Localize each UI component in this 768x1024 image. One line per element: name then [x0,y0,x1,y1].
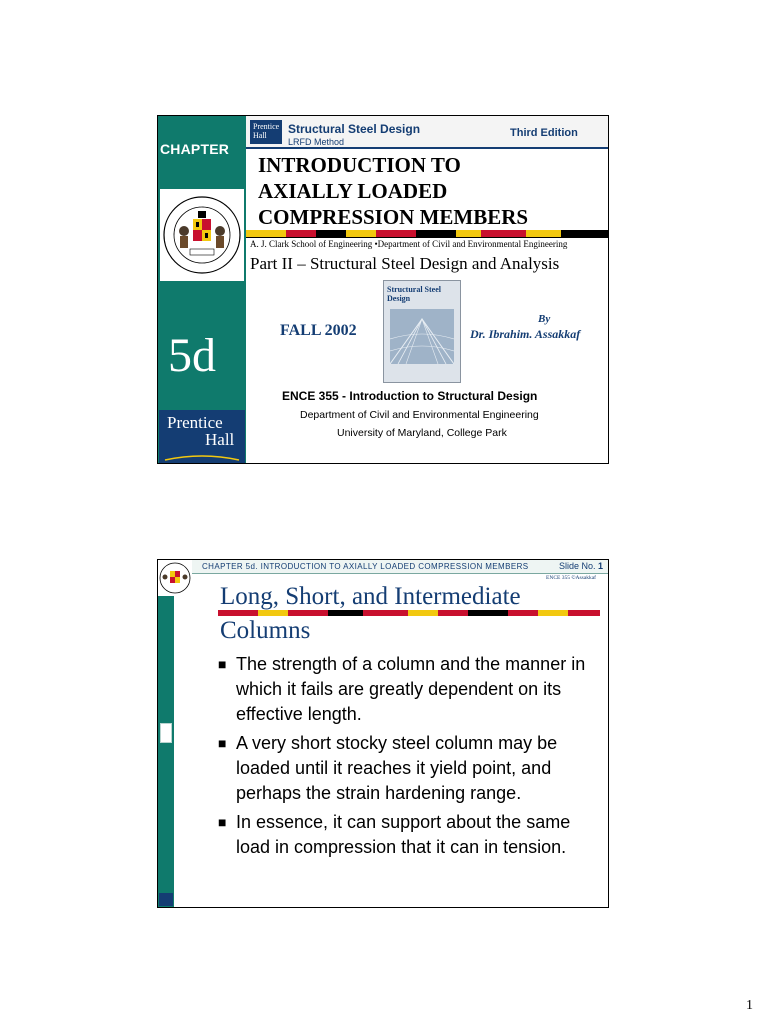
bullet-text: In essence, it can support about the same load in compression that it can in tension. [236,812,571,857]
publisher-line-2: Hall [205,430,235,449]
school-line: A. J. Clark School of Engineering •Department of Civil and Environmental Engineering [250,239,568,249]
part-title: Part II – Structural Steel Design and Analysis [250,254,560,273]
content-slide [157,559,609,908]
book-method: LRFD Method [288,137,345,147]
university-seal-small-logo [158,560,192,596]
publisher-line-1: Prentice [167,413,223,432]
chapter-label: CHAPTER [160,141,230,157]
author-name: Dr. Ibrahim. Assakkaf [470,327,581,341]
book-title: Structural Steel Design [288,122,421,136]
sidebar-publisher-logo [159,893,173,906]
page-number: 1 [746,998,753,1013]
university-seal-logo [160,189,244,281]
title-line-1: INTRODUCTION TO [258,153,461,177]
publisher-badge-line-2: Hall [253,131,267,140]
header-chapter-title: CHAPTER 5d. INTRODUCTION TO AXIALLY LOADED COMPRESSION MEMBERS [202,562,529,571]
slide-number-label: Slide No. [559,561,596,571]
bullet-item [218,731,603,806]
chapter-sidebar [158,116,246,464]
term-label: FALL 2002 [280,322,357,339]
title-line-2: AXIALLY LOADED [258,179,448,203]
university-name: University of Maryland, College Park [337,427,507,439]
slide-number [559,561,603,571]
chapter-number: 5d [168,329,216,382]
bullet-text: A very short stocky steel column may be loaded until it reaches it yield point, and perhaps the strain hardening range. [236,733,558,803]
title-line-3: COMPRESSION MEMBERS [258,205,529,229]
maryland-flag-underline [218,610,600,616]
prentice-hall-logo [159,410,245,464]
slide-header-bar [192,560,609,574]
department-name: Department of Civil and Environmental Engineering [300,409,539,421]
title-slide [157,115,609,464]
bullet-item [218,810,603,860]
book-header [246,116,609,149]
bullet-item [218,652,603,727]
slide-title [258,152,598,230]
swoosh-icon [163,453,241,461]
bullet-text: The strength of a column and the manner in which it fails are greatly dependent on its effective length. [236,654,586,724]
copyright-note: ENCE 355 ©Assakkaf [546,575,597,581]
maryland-flag-stripe [246,230,609,238]
slide-number-value: 1 [598,561,604,571]
slide-sidebar [158,560,174,908]
by-label: By [538,313,551,325]
bullet-square-icon: ■ [218,656,227,672]
course-title: ENCE 355 - Introduction to Structural Design [282,389,538,403]
book-edition: Third Edition [510,127,578,139]
book-cover-title: Structural Steel Design [387,285,441,303]
book-cover-image [383,280,461,383]
publisher-badge [250,120,282,144]
title-line-1: Long, Short, and Intermediate [220,583,521,610]
steel-structure-photo [390,309,454,364]
bullet-list [218,652,603,864]
bullet-square-icon: ■ [218,735,227,751]
bullet-square-icon: ■ [218,814,227,830]
sidebar-thumbnail [160,723,172,743]
title-line-2: Columns [220,617,311,644]
publisher-badge-line-1: Prentice [253,122,280,131]
